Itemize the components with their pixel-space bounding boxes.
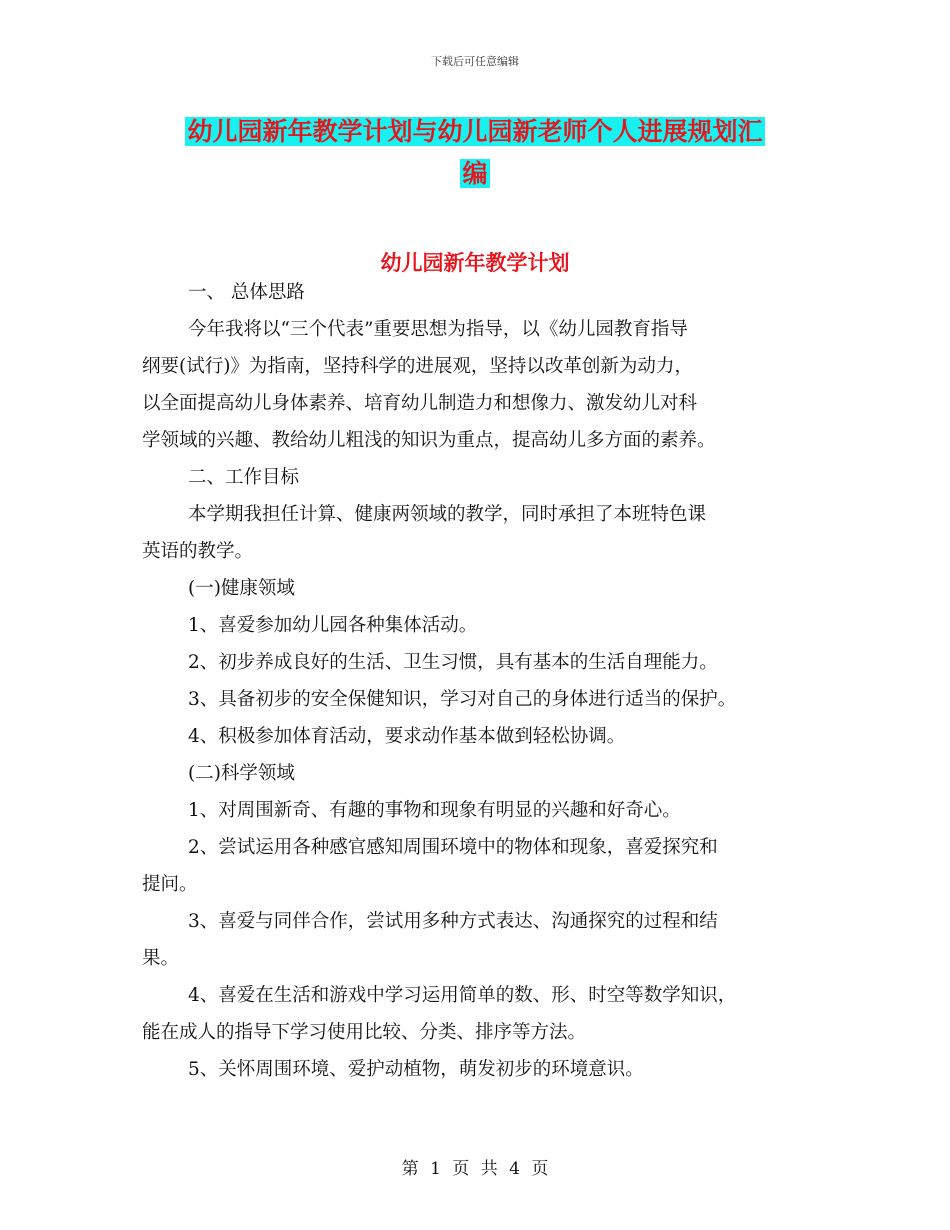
body-line: 2、初步养成良好的生活、卫生习惯，具有基本的生活自理能力。 (188, 652, 718, 673)
document-title-line-1 (0, 114, 950, 150)
section-title: 幼儿园新年教学计划 (380, 251, 570, 275)
body-line: 学领域的兴趣、教给幼儿粗浅的知识为重点，提高幼儿多方面的素养。 (142, 430, 716, 451)
body-line: 4、喜爱在生活和游戏中学习运用简单的数、形、时空等数学知识， (188, 985, 737, 1006)
body-line: 5、关怀周围环境、爱护动植物，萌发初步的环境意识。 (188, 1059, 644, 1080)
body-line: 今年我将以“三个代表”重要思想为指导，以《幼儿园教育指导 (188, 319, 688, 340)
body-line: 4、积极参加体育活动，要求动作基本做到轻松协调。 (188, 726, 626, 747)
body-line: 2、尝试运用各种感官感知周围环境中的物体和现象，喜爱探究和 (188, 837, 718, 858)
body-line: 1、喜爱参加幼儿园各种集体活动。 (188, 615, 478, 636)
body-line: 提问。 (142, 874, 198, 895)
body-line: 一、 总体思路 (188, 282, 305, 303)
body-line: 本学期我担任计算、健康两领域的教学，同时承担了本班特色课 (188, 504, 707, 525)
title-highlight: 幼儿园新年教学计划与幼儿园新老师个人进展规划汇 (187, 117, 763, 146)
body-line: 英语的教学。 (142, 541, 254, 562)
body-line: (二)科学领域 (188, 763, 295, 784)
body-line: 能在成人的指导下学习使用比较、分类、排序等方法。 (142, 1022, 587, 1043)
document-body (142, 274, 822, 1088)
body-line: 果。 (142, 948, 180, 969)
body-line: 3、具备初步的安全保健知识，学习对自己的身体进行适当的保护。 (188, 689, 737, 710)
header-note: 下载后可任意编辑 (431, 55, 519, 68)
page-footer: 第 1 页 共 4 页 (401, 1159, 549, 1179)
body-line: 二、工作目标 (188, 467, 300, 488)
body-line: 1、对周围新奇、有趣的事物和现象有明显的兴趣和好奇心。 (188, 800, 681, 821)
body-line: 纲要(试行)》为指南，坚持科学的进展观，坚持以改革创新为动力， (142, 356, 693, 377)
body-line: (一)健康领域 (188, 578, 295, 599)
document-title-line-2 (0, 156, 950, 192)
title-highlight: 编 (462, 159, 488, 188)
body-line: 以全面提高幼儿身体素养、培育幼儿制造力和想像力、激发幼儿对科 (142, 393, 698, 414)
body-line: 3、喜爱与同伴合作，尝试用多种方式表达、沟通探究的过程和结 (188, 911, 718, 932)
